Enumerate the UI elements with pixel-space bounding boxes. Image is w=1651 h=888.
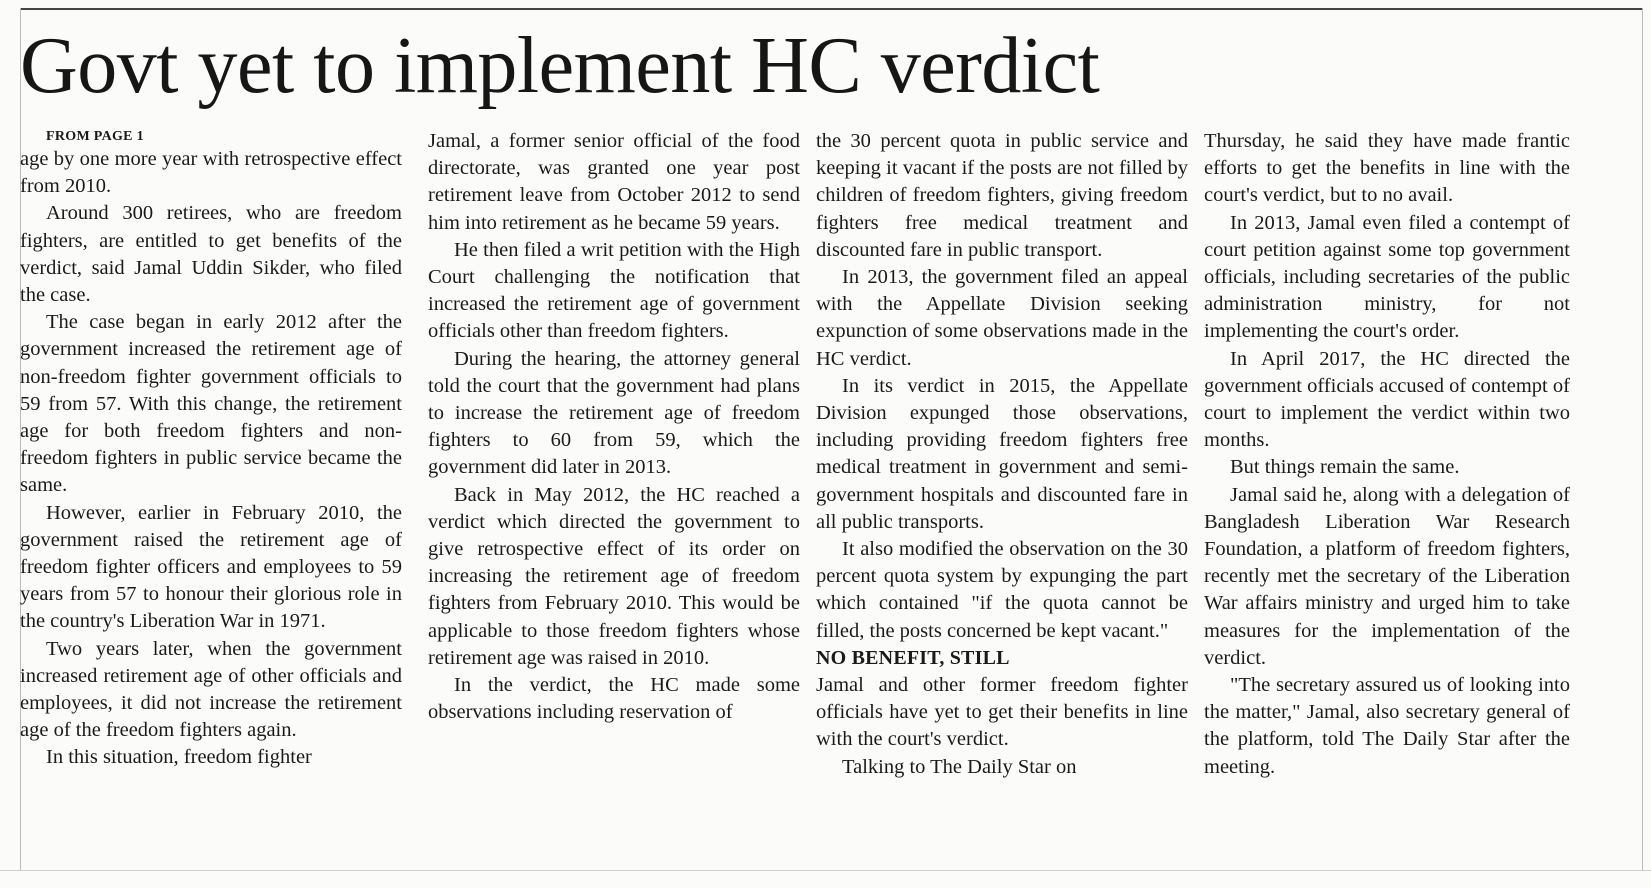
column-3 xyxy=(816,128,1188,868)
paragraph: Jamal, a former senior official of the food directorate, was granted one year post retirement leave from October 2012 to send him into retirement as he became 59 years. xyxy=(428,130,800,234)
paragraph: However, earlier in February 2010, the government raised the retirement age of freedom fighter officers and employees to 59 years from 57 to honour their glorious role in the country's Liberation War in 1971. xyxy=(20,501,402,633)
paragraph: In its verdict in 2015, the Appellate Division expunged those observations, including providing freedom fighters free medical treatment in government and semi-government hospitals and discounted fare in all public transports. xyxy=(816,374,1188,533)
column-1 xyxy=(20,128,402,868)
paragraph: the 30 percent quota in public service and keeping it vacant if the posts are not filled by children of freedom fighters, giving freedom fighters free medical treatment and discounted fare in public transport. xyxy=(816,130,1188,261)
paragraph: Back in May 2012, the HC reached a verdict which directed the government to give retrospective effect of its order on increasing the retirement age of freedom fighters from February 2010. This would be applicable to those freedom fighters whose retirement age was raised in 2010. xyxy=(428,483,800,669)
paragraph: In April 2017, the HC directed the government officials accused of contempt of court to implement the verdict within two months. xyxy=(1204,347,1570,452)
paragraph: The case began in early 2012 after the government increased the retirement age of non-freedom fighter government officials to 59 from 57. With this change, the retirement age for both freedom fighters and non-freedom fighters in public service became the same. xyxy=(20,311,402,497)
paragraph: It also modified the observation on the 30 percent quota system by expunging the part which contained "if the quota cannot be filled, the posts concerned be kept vacant." xyxy=(816,538,1188,642)
paragraph: He then filed a writ petition with the High Court challenging the notification that increased the retirement age of government officials other than freedom fighters. xyxy=(428,238,800,343)
paragraph: But things remain the same. xyxy=(1230,456,1460,479)
paragraph: Thursday, he said they have made frantic efforts to get the benefits in line with the court's verdict, but to no avail. xyxy=(1204,130,1570,207)
paragraph: In 2013, the government filed an appeal with the Appellate Division seeking expunction of some observations made in the HC verdict. xyxy=(816,266,1188,370)
paragraph: Talking to The Daily Star on xyxy=(842,755,1077,778)
jump-kicker: FROM PAGE 1 xyxy=(46,129,144,144)
paragraph: Jamal said he, along with a delegation of Bangladesh Liberation War Research Foundation, a platform of freedom fighters, recently met the secretary of the Liberation War affairs ministry and urged him to take measures for the implementation of the verdict. xyxy=(1204,483,1570,669)
headline: Govt yet to implement HC verdict xyxy=(20,22,1100,110)
article-body xyxy=(20,128,1632,868)
bottom-border xyxy=(0,870,1651,871)
top-rule xyxy=(20,8,1643,10)
paragraph: During the hearing, the attorney general told the court that the government had plans to increase the retirement age of freedom fighters to 60 from 59, which the government did later in 2013. xyxy=(428,347,800,479)
paragraph: Two years later, when the government increased retirement age of other officials and employees, it did not increase the retirement age of the freedom fighters again. xyxy=(20,637,402,742)
right-border xyxy=(1642,8,1643,870)
paragraph: In the verdict, the HC made some observations including reservation of xyxy=(428,674,800,724)
column-4 xyxy=(1204,128,1570,868)
paragraph: Around 300 retirees, who are freedom fighters, are entitled to get benefits of the verdict, said Jamal Uddin Sikder, who filed the case. xyxy=(20,202,402,307)
paragraph: In 2013, Jamal even filed a contempt of court petition against some top government officials, including secretaries of the public administration ministry, for not implementing the court's order. xyxy=(1204,211,1570,343)
paragraph: "The secretary assured us of looking into the matter," Jamal, also secretary general of the platform, told The Daily Star after the meeting. xyxy=(1204,674,1570,778)
paragraph: In this situation, freedom fighter xyxy=(46,746,312,769)
subhead: NO BENEFIT, STILL xyxy=(816,646,1010,669)
paragraph: age by one more year with retrospective effect from 2010. xyxy=(20,148,402,198)
paragraph: Jamal and other former freedom fighter officials have yet to get their benefits in line with the court's verdict. xyxy=(816,674,1188,751)
column-2 xyxy=(428,128,800,868)
